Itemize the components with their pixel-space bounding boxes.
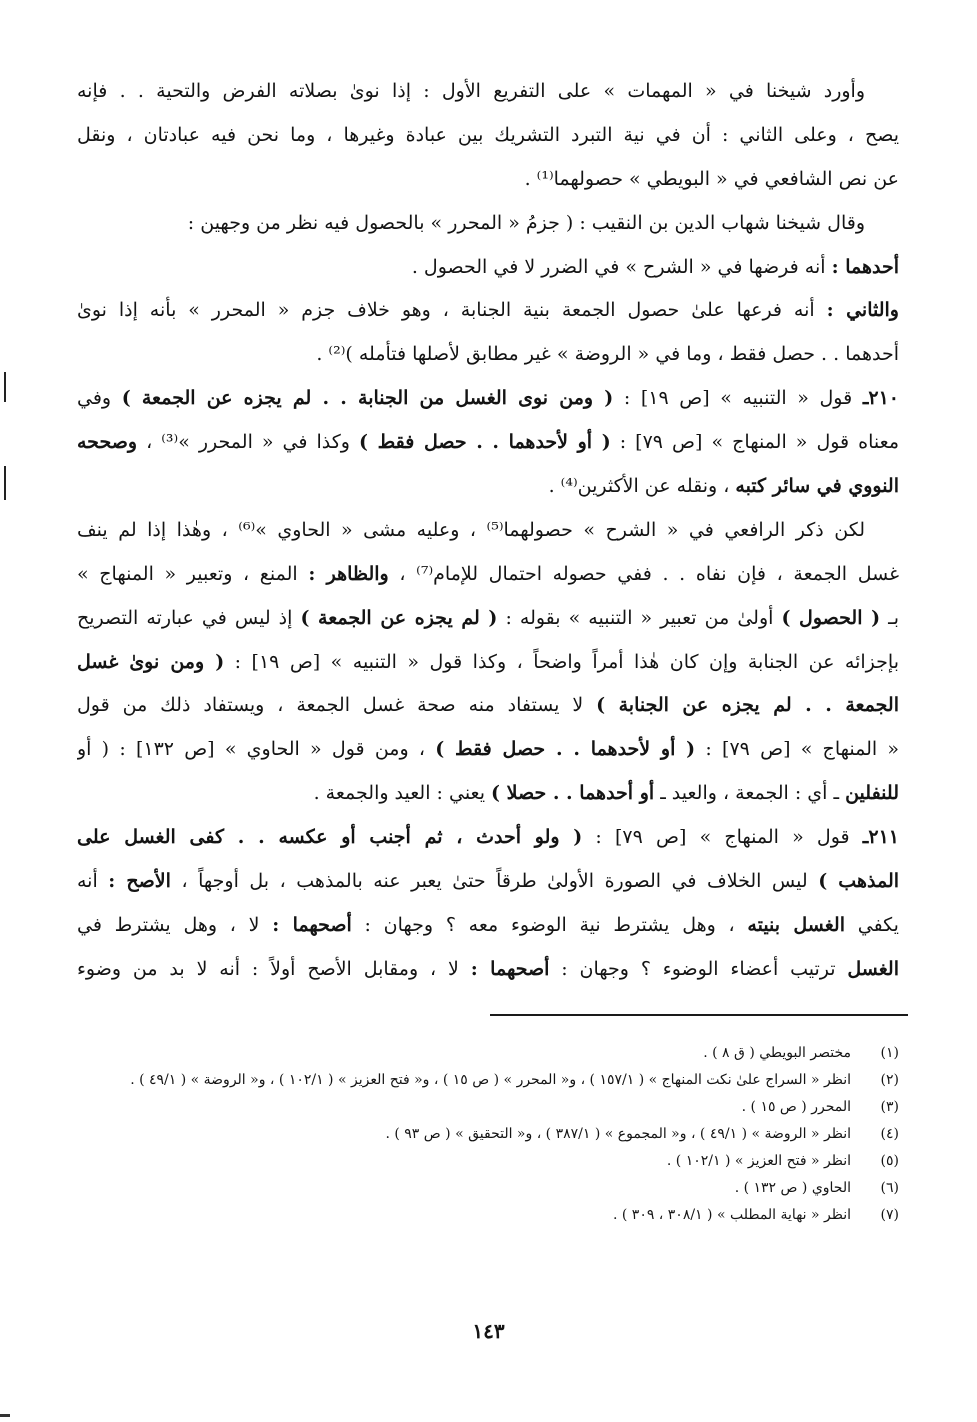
footnotes bbox=[77, 1040, 899, 1229]
footnote-number: (١) bbox=[880, 1045, 899, 1061]
footnote-item bbox=[77, 1121, 899, 1148]
text-line: الغسل ترتيب أعضاء الوضوء ؟ وجهان : أصحهما : لا ، ومقابل الأصح أولاً : أنه لا بد من وضوء bbox=[77, 957, 899, 980]
footnote-item bbox=[77, 1148, 899, 1175]
text-line: ٢١١ـ قول « المنهاج » [ص ٧٩] : ( ولو أحدث ، ثم أجنب أو عكسه . . كفى الغسل على bbox=[77, 826, 899, 849]
page-number: ١٤٣ bbox=[472, 1319, 505, 1343]
text-line: الجمعة . . لم يجزه عن الجنابة ) لا يستفاد منه صحة غسل الجمعة ، ويستفاد ذلك من قول bbox=[77, 694, 899, 717]
text-line: لكن ذكر الرافعي في « الشرح » حصولهما⁽⁵⁾ ، وعليه مشى « الحاوي »⁽⁶⁾ ، وهٰذا إذا لم ينف bbox=[77, 518, 865, 541]
footnote-number: (٤) bbox=[880, 1126, 899, 1142]
footnote-text: انظر « نهاية المطلب » ( ٣٠٨/١ ، ٣٠٩ ) . bbox=[612, 1207, 851, 1223]
main-text bbox=[77, 70, 899, 992]
text-line: غسل الجمعة ، فإن نفاه . . ففي حصوله احتمال للإمام⁽⁷⁾ ، والظاهر : المنع ، وتعبير « المنهاج » bbox=[77, 562, 899, 585]
footnote-number: (٧) bbox=[880, 1207, 899, 1223]
footnote-item bbox=[77, 1040, 899, 1067]
text-line: والثاني : أنه فرعها علىٰ حصول الجمعة بنية الجنابة ، وهو خلاف جزم « المحرر » بأنه إذا نوىٰ bbox=[77, 299, 899, 322]
footnote-number: (٣) bbox=[880, 1099, 899, 1115]
scan-corner-mark bbox=[0, 1414, 10, 1417]
footnote-text: انظر « السراج علىٰ نكت المنهاج » ( ١٥٧/١ ) ، و« المحرر » ( ص ١٥ ) ، و« فتح العزيز » ( ١٠٢/١ ) ، و« الروضة » ( ٤٩/١ ) . bbox=[130, 1072, 851, 1088]
footnote-text: الحاوي ( ص ١٣٢ ) . bbox=[734, 1180, 851, 1196]
footnote-text: مختصر البويطي ( ق ٨ ) . bbox=[703, 1045, 851, 1061]
footnote-number: (٥) bbox=[880, 1153, 899, 1169]
text-line: النووي في سائر كتبه ، ونقله عن الأكثرين⁽⁴⁾ . bbox=[548, 475, 899, 498]
footnote-text: انظر « الروضة » ( ٤٩/١ ) ، و« المجموع » ( ٣٨٧/١ ) ، و« التحقيق » ( ص ٩٣ ) . bbox=[385, 1126, 851, 1142]
text-line: للنفلين ـ أي : الجمعة ، والعيد ـ أو أحدهما . . حصلا ) يعني : العيد والجمعة . bbox=[313, 782, 899, 805]
footnote-item bbox=[77, 1067, 899, 1094]
text-line: معناه قول « المنهاج » [ص ٧٩] : ( أو لأحدهما . . حصل فقط ) وكذا في « المحرر »⁽³⁾ ، وصححه bbox=[77, 431, 899, 454]
footnote-item bbox=[77, 1175, 899, 1202]
footnote-text: انظر « فتح العزيز » ( ١٠٢/١ ) . bbox=[666, 1153, 851, 1169]
text-line: « المنهاج » [ص ٧٩] : ( أو لأحدهما . . حصل فقط ) ، ومن قول « الحاوي » [ص ١٣٢] : ( أو bbox=[77, 738, 899, 761]
text-line: ٢١٠ـ قول « التنبيه » [ص ١٩] : ( ومن نوى الغسل من الجنابة . . لم يجزه عن الجمعة ) وفي bbox=[77, 387, 899, 410]
footnote-item bbox=[77, 1202, 899, 1229]
text-line: عن نص الشافعي في « البويطي » حصولهما⁽¹⁾ . bbox=[524, 167, 899, 190]
footnote-number: (٦) bbox=[880, 1180, 899, 1196]
footnote-separator bbox=[490, 1014, 908, 1016]
scan-edge-mark bbox=[4, 466, 6, 500]
text-line: المذهب ) ليس الخلاف في الصورة الأولىٰ طرقاً حتىٰ يعبر عنه بالمذهب ، بل أوجهاً ، الأصح : أنه bbox=[77, 870, 899, 893]
text-line: أحدهما : أنه فرضها في « الشرح » في الضرر لا في الحصول . bbox=[411, 255, 899, 278]
text-line: بإجزائه عن الجنابة وإن كان هٰذا أمراً واضحاً ، وكذا قول « التنبيه » [ص ١٩] : ( ومن نوىٰ غسل bbox=[77, 650, 899, 673]
text-line: يكفي الغسل بنيته ، وهل يشترط نية الوضوء معه ؟ وجهان : أصحهما : لا ، وهل يشترط في bbox=[77, 913, 899, 936]
text-line: أحدهما . . حصل فقط ، وما في « الروضة » غير مطابق لأصلها فتأمله )⁽²⁾ . bbox=[316, 343, 899, 366]
text-line: يصح ، وعلى الثاني : أن في نية التبرد التشريك بين عبادة وغيرها ، وما نحن فيه عبادتان ، ونقل bbox=[77, 123, 899, 146]
text-line: وقال شيخنا شهاب الدين بن النقيب : ( جزمُ « المحرر » بالحصول فيه نظر من وجهين : bbox=[187, 211, 865, 234]
footnote-text: المحرر ( ص ١٥ ) . bbox=[741, 1099, 851, 1115]
footnote-item bbox=[77, 1094, 899, 1121]
scan-edge-mark bbox=[4, 372, 6, 402]
text-line: بـ ( الحصول ) أولىٰ من تعبير « التنبيه » بقوله : ( لم يجزه عن الجمعة ) إذ ليس في عبارته التصريح bbox=[77, 606, 899, 629]
text-line: وأورد شيخنا في « المهمات » على التفريع الأول : إذا نوىٰ بصلاته الفرض والتحية . . فإنه bbox=[77, 80, 865, 102]
footnote-number: (٢) bbox=[880, 1072, 899, 1088]
